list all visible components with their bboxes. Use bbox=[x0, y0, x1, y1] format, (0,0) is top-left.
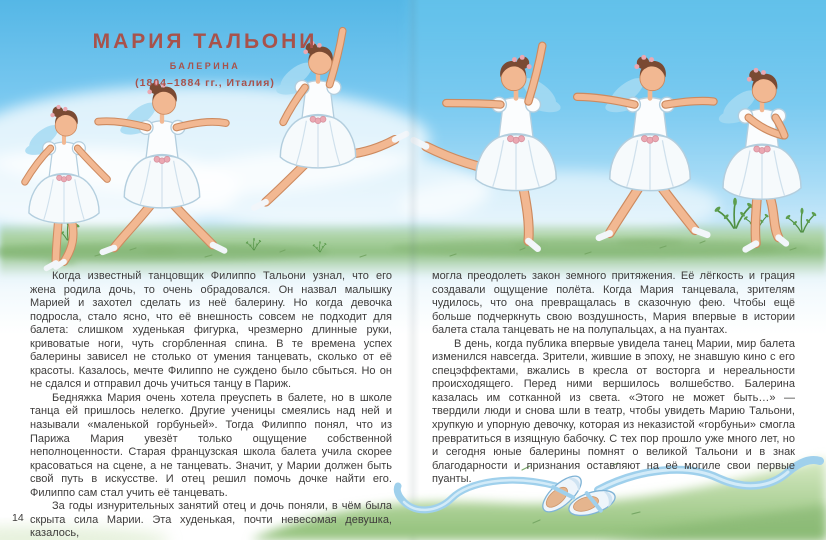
paragraph: В день, когда публика впервые увидела танец Марии, мир балета изменился навсегда. Зрители, жившие в эпоху, не знавшую кино с его спецэффектами, вжались в кресла от восторга и нереальности происходящего. Перед ними вершилось волшебство. Балерина казалась им сотканной из света. «Этого не может быть…» — твердили люди и снова шли в театр, чтобы увидеть Марию Тальони, хрупкую и упорную девочку, которая из неказистой «горбуньи» смогла превратиться в изящную бабочку. С тех пор прошло уже много лет, но и сегодня юные балерины помнят о великой Тальони и в знак благодарности и признания оставляют на её могиле свои первые пуанты. bbox=[432, 337, 795, 486]
page-dates: (1804–1884 гг., Италия) bbox=[135, 77, 275, 89]
page-subtitle: БАЛЕРИНА bbox=[169, 61, 241, 71]
text-column-right bbox=[432, 270, 795, 487]
paragraph: могла преодолеть закон земного притяжения. Её лёгкость и грация создавали ощущение полёта. Когда Мария танцевала, зрителям чудилось, что она превращалась в сказочную фею. Чтобы ещё больше подчеркнуть свою воздушность, Мария впервые в истории балета стала танцевать не на полупальцах, а на пуантах. bbox=[432, 270, 795, 337]
page-title: МАРИЯ ТАЛЬОНИ bbox=[92, 30, 318, 53]
paragraph: За годы изнурительных занятий отец и дочь поняли, в чём была скрыта сила Марии. Эта худенькая, почти невесомая девушка, казалось, bbox=[30, 500, 392, 540]
text-column-left bbox=[30, 270, 392, 540]
page-number: 14 bbox=[12, 512, 24, 524]
title-block bbox=[40, 30, 370, 89]
paragraph: Когда известный танцовщик Филиппо Тальони узнал, что его жена родила дочь, то очень обрадовался. Он назвал малышку Марией и захотел сделать из неё балерину. Но когда девочка подросла, стало ясно, что её внешность совсем не подходит для балета: слишком худенькая фигурка, чрезмерно длинные руки, кривоватые ноги, чуть сгорбленная спина. В те времена успех балерины зависел не столько от умения танцевать, сколько от её красоты. Казалось, мечте Филиппо не суждено было сбыться. Но он не сдался и отправил дочь учиться танцу в Париж. bbox=[30, 270, 392, 391]
spine-shadow bbox=[406, 0, 420, 540]
paragraph: Бедняжка Мария очень хотела преуспеть в балете, но в школе танца ей пришлось нелегко. Другие ученицы смеялись над ней и называли «маленькой горбуньей». Тогда Филиппо понял, что из Парижа Мария увезёт только ощущение собственной неполноценности. Старая французская школа балета учила скорее красоваться на сцене, а не танцевать. Значит, у Марии должен быть свой путь в искусстве. И отец решил помочь дочке найти его. Филиппо сам стал учить её танцевать. bbox=[30, 391, 392, 499]
